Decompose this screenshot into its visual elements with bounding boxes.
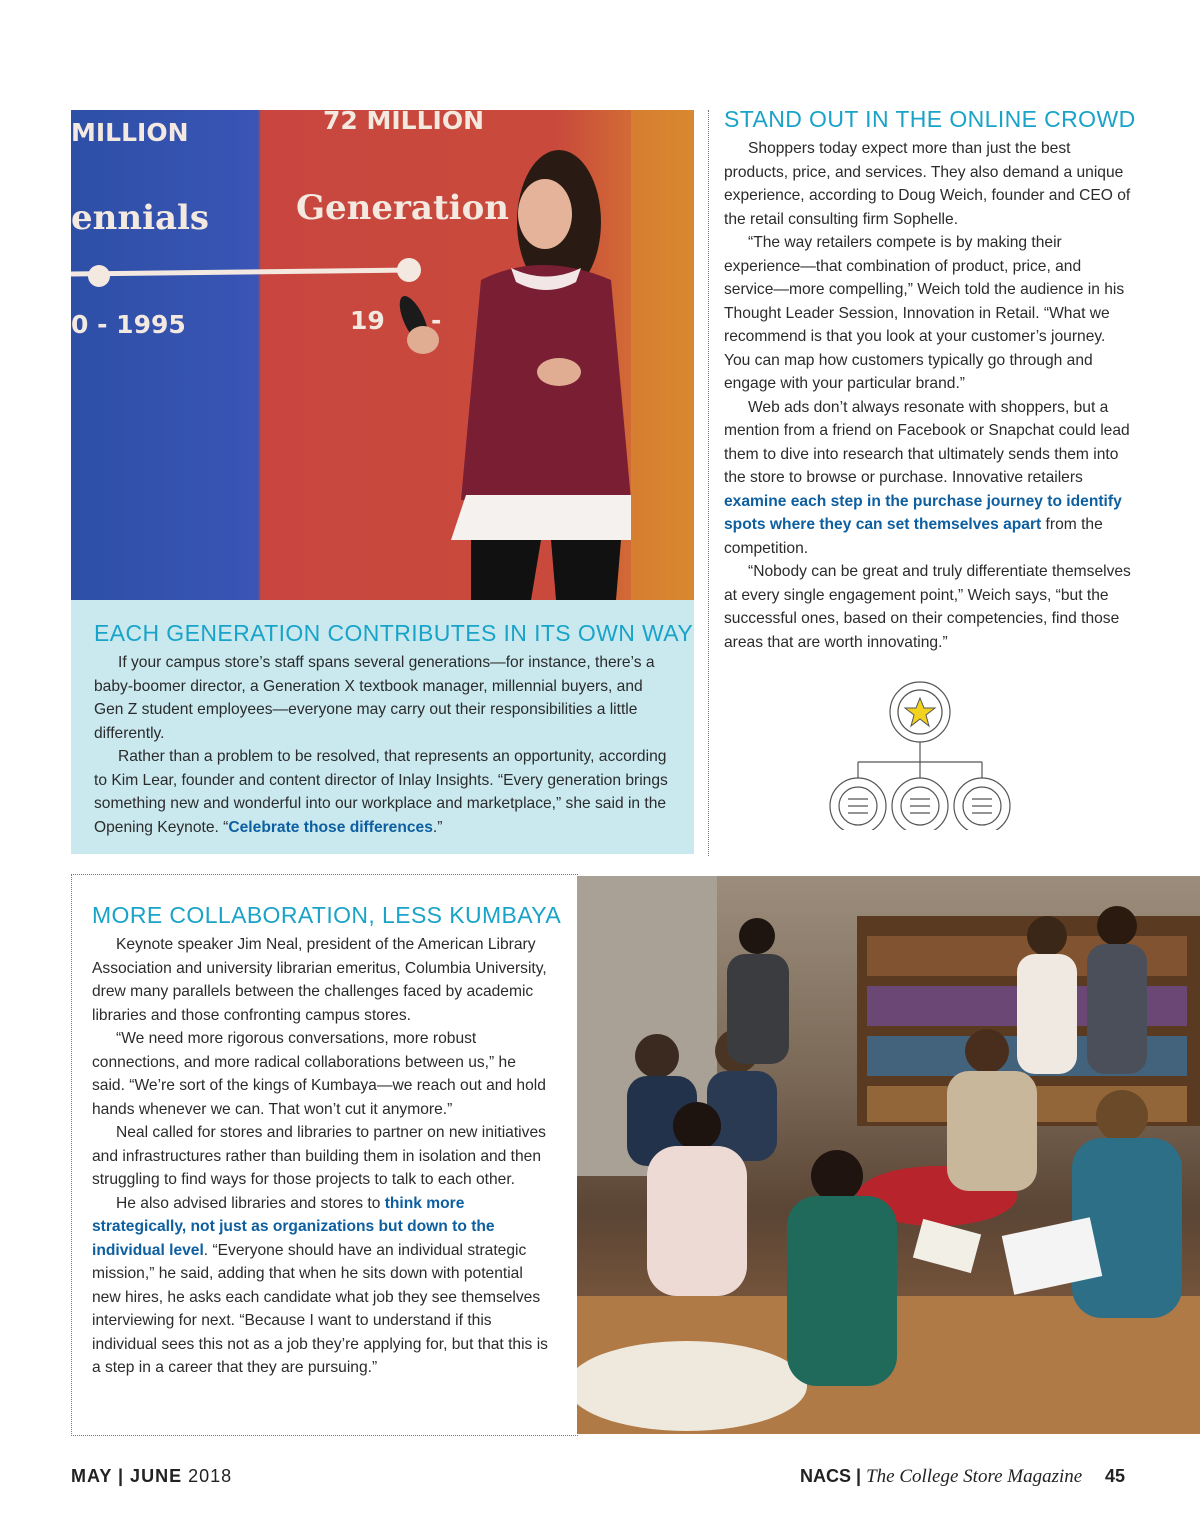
org-name: NACS | <box>800 1466 862 1486</box>
students-photo-scene <box>577 876 1200 1434</box>
screen-label: Generation <box>296 188 509 228</box>
magazine-name: The College Store Magazine <box>866 1466 1083 1487</box>
issue-month: MAY | JUNE <box>71 1466 183 1486</box>
issue-year: 2018 <box>188 1466 233 1486</box>
column-divider <box>708 110 709 856</box>
screen-label: - <box>431 306 442 335</box>
online-paragraph-3: Web ads don’t always resonate with shoppers, but a mention from a friend on Facebook or Snapchat could lead them to dive into research that ultimately sends them into the store to browse or purchase. Innovative retailers examine each step in the purchase journey to identify spots where they can set themselves apart from the competition. <box>724 398 1130 557</box>
collaboration-paragraph-4: He also advised libraries and stores to think more strategically, not just as organizations but down to the individual level. “Everyone should have an individual strategic mission,” he said, adding that when he sits down with potential new hires, he asks each candidate what job they see themselves interviewing for next. “Because I want to understand if this individual sees this not as a job they’re applying for, but that this is a step in a career that they are pursuing.” <box>92 1194 548 1376</box>
screen-label: MILLION <box>71 118 189 147</box>
screen-label: 19 <box>350 306 385 335</box>
highlight-text: think more strategically, not just as organizations but down to the individual level <box>92 1194 495 1259</box>
issue-date <box>71 1466 232 1487</box>
collaboration-section <box>92 902 562 1380</box>
highlight-text: Celebrate those differences <box>228 818 433 836</box>
online-paragraph-2: “The way retailers compete is by making their experience—that combination of product, price, and service—more compelling,” Weich told the audience in his Thought Leader Session, Innovation in Retail. “What we recommend is that you look at your customer’s journey. You can map how customers typically go through and engage with your particular brand.” <box>724 234 1125 392</box>
hierarchy-star-icon <box>828 680 1012 830</box>
students-photo <box>577 876 1200 1434</box>
online-paragraph-1: Shoppers today expect more than just the best products, price, and services. They also demand a unique experience, according to Doug Weich, founder and CEO of the retail consulting firm Sophelle. <box>724 140 1131 228</box>
highlight-text: examine each step in the purchase journey to identify spots where they can set themselves apart <box>724 492 1122 533</box>
screen-label: 0 - 1995 <box>71 310 186 339</box>
magazine-credit <box>800 1466 1082 1488</box>
speaker-photo <box>71 110 694 600</box>
online-paragraph-4: “Nobody can be great and truly differentiate themselves at every single engagement point,” Weich says, “but the successful ones, based on their competencies, find those areas that are worth innovating.” <box>724 563 1131 651</box>
screen-label: ennials <box>71 198 210 238</box>
generation-callout <box>71 600 694 854</box>
collaboration-paragraph-2: “We need more rigorous conversations, more robust connections, and more radical collaborations between us,” he said. “We’re sort of the kings of Kumbaya—we reach out and hold hands whenever we can. That won’t cut it anymore.” <box>92 1030 546 1118</box>
online-crowd-section <box>724 106 1134 654</box>
screen-label: 72 MILLION <box>323 110 485 135</box>
generation-heading: EACH GENERATION CONTRIBUTES IN ITS OWN WAY <box>94 620 694 646</box>
generation-paragraph-2: Rather than a problem to be resolved, that represents an opportunity, according to Kim Lear, founder and content director of Inlay Insights. “Every generation brings something new and wonderful into our workplace and marketplace,” she said in the Opening Keynote. “Celebrate those differences.” <box>94 748 668 836</box>
speaker-photo-scene <box>71 110 694 600</box>
collaboration-paragraph-3: Neal called for stores and libraries to partner on new initiatives and infrastructures rather than building them in isolation and then struggling to find ways for those projects to talk to each other. <box>92 1124 546 1188</box>
generation-paragraph-1: If your campus store’s staff spans several generations—for instance, there’s a baby-boomer director, a Generation X textbook manager, millennial buyers, and Gen Z student employees—everyone may carry out their responsibilities a little differently. <box>94 654 655 742</box>
online-heading: STAND OUT IN THE ONLINE CROWD <box>724 106 1136 132</box>
collaboration-heading: MORE COLLABORATION, LESS KUMBAYA <box>92 902 562 928</box>
page-number: 45 <box>1105 1466 1126 1486</box>
collaboration-paragraph-1: Keynote speaker Jim Neal, president of the American Library Association and university librarian emeritus, Columbia University, drew many parallels between the challenges faced by academic libraries and those confronting campus stores. <box>92 936 547 1024</box>
